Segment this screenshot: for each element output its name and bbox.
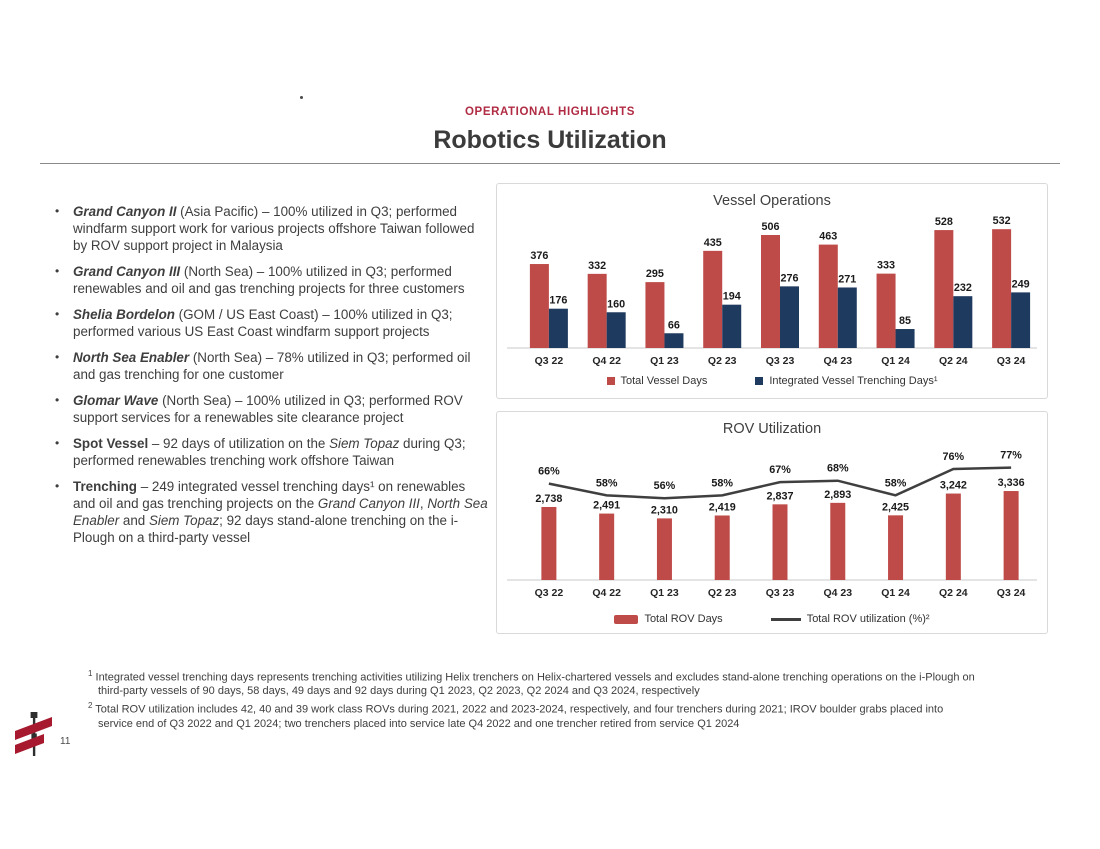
value-label: 435: [703, 236, 722, 249]
category-label: Q4 22: [592, 587, 621, 599]
navy-square-swatch-icon: [755, 377, 763, 385]
value-label: 271: [838, 273, 857, 286]
bar-total-rov-days: [830, 503, 845, 580]
vessel-operations-panel: [496, 183, 1048, 399]
bullet-text: Grand Canyon II: [73, 204, 177, 219]
value-label: 3,336: [997, 477, 1025, 490]
percent-label: 58%: [595, 477, 618, 490]
bar-total-rov-days: [715, 515, 730, 580]
footnote: $^1$ Integrated vessel trenching days represents trenching activities utilizing Helix trenchers on Helix-chartered vessels and excludes stand-alone trenching operations on the i-Plough on third-party vessels of 90 days, 58 days, 49 days and 92 days during Q1 2023, Q2 2023, Q2 2024 and Q3 2024, respectively: [88, 669, 975, 698]
bullet-text: Trenching: [73, 479, 137, 494]
bullet-item: [52, 478, 488, 546]
category-label: Q2 23: [707, 355, 737, 367]
value-label: 506: [761, 220, 780, 233]
value-label: 376: [530, 250, 549, 263]
value-label: 2,738: [535, 492, 563, 505]
bullet-text: North Sea Enabler: [73, 496, 488, 528]
bullet-text: North Sea Enabler: [73, 350, 190, 365]
bullet-text: (Asia Pacific) – 100% utilized in Q3; performed windfarm support work for various projects offshore Taiwan followed by ROV support project in Malaysia: [73, 204, 475, 253]
highlights-list: [52, 203, 488, 555]
bar-total-vessel-days: [934, 230, 953, 348]
category-label: Q2 23: [707, 587, 737, 599]
line-swatch-icon: [771, 618, 801, 621]
stray-mark: [300, 96, 303, 99]
value-label: 232: [953, 282, 972, 295]
bullet-text: (North Sea) – 78% utilized in Q3; performed oil and gas trenching for one customer: [73, 350, 471, 382]
bullet-text: (North Sea) – 100% utilized in Q3; performed renewables and oil and gas trenching projects for three customers: [73, 264, 465, 296]
value-label: 2,419: [708, 501, 736, 514]
value-label: 2,310: [650, 504, 678, 517]
category-label: Q4 22: [592, 355, 621, 367]
bullet-text: Grand Canyon III: [317, 496, 420, 511]
value-label: 2,837: [766, 490, 794, 503]
bullet-item: [52, 306, 488, 340]
percent-label: 58%: [711, 477, 734, 490]
helix-logo: [14, 712, 54, 760]
footnotes: [88, 667, 980, 732]
category-label: Q3 24: [996, 355, 1026, 367]
percent-label: 77%: [1000, 449, 1022, 462]
category-label: Q3 23: [765, 355, 795, 367]
footnote-marker: 1: [88, 669, 93, 678]
value-label: 2,893: [824, 488, 852, 501]
legend-label: Total ROV utilization (%)²: [806, 613, 930, 625]
bullet-text: and: [119, 513, 149, 528]
bullet-text: ,: [419, 496, 428, 511]
bar-total-rov-days: [773, 504, 788, 580]
value-label: 3,242: [939, 479, 967, 492]
bullet-text: – 249 integrated vessel trenching days¹ on renewables and oil and gas trenching projects on the: [73, 479, 466, 511]
vessel-chart-title: Vessel Operations: [713, 193, 831, 209]
vessel-legend: [497, 375, 1047, 387]
bullet-text: Glomar Wave: [73, 393, 159, 408]
category-label: Q1 23: [650, 355, 679, 367]
bar-total-vessel-days: [761, 235, 780, 348]
percent-label: 58%: [884, 477, 907, 490]
bar-total-rov-days: [599, 514, 614, 580]
percent-label: 68%: [826, 462, 849, 475]
bar-integrated-vessel-trenching-days: [780, 286, 799, 348]
legend-item-total-vessel-days: [607, 375, 708, 387]
legend-label: Integrated Vessel Trenching Days¹: [769, 375, 938, 387]
bullet-text: (GOM / US East Coast) – 100% utilized in Q3; performed various US East Coast windfarm support projects: [73, 307, 453, 339]
bullet-text: ; 92 days stand-alone trenching on the i-Plough on a third-party vessel: [73, 513, 459, 545]
percent-label: 56%: [653, 480, 676, 493]
bullet-text: Spot Vessel: [73, 436, 149, 451]
bar-total-rov-days: [657, 518, 672, 580]
bar-integrated-vessel-trenching-days: [549, 309, 568, 348]
bar-total-vessel-days: [645, 282, 664, 348]
bar-integrated-vessel-trenching-days: [1011, 292, 1030, 348]
bullet-text: Shelia Bordelon: [73, 307, 175, 322]
legend-item-rov-utilization: [771, 613, 930, 625]
category-label: Q3 24: [996, 587, 1026, 599]
bullet-text: Siem Topaz: [329, 436, 400, 451]
bullet-item: [52, 263, 488, 297]
percent-label: 67%: [769, 464, 791, 477]
percent-label: 76%: [942, 451, 965, 464]
bar-integrated-vessel-trenching-days: [664, 333, 683, 348]
bar-total-rov-days: [541, 507, 556, 580]
bullet-item: [52, 392, 488, 426]
bar-total-vessel-days: [588, 274, 607, 348]
bar-total-rov-days: [946, 494, 961, 580]
legend-label: Total ROV Days: [644, 613, 723, 625]
legend-item-trenching-days: [755, 375, 937, 387]
bar-integrated-vessel-trenching-days: [953, 296, 972, 348]
category-label: Q1 23: [650, 587, 679, 599]
value-label: 532: [992, 215, 1011, 228]
bar-total-vessel-days: [703, 251, 722, 348]
rov-legend: [497, 613, 1047, 625]
bar-total-rov-days: [888, 515, 903, 580]
category-label: Q3 22: [534, 355, 564, 367]
category-label: Q1 24: [881, 587, 910, 599]
vessel-operations-chart: [497, 212, 1047, 374]
header-divider: [40, 163, 1060, 164]
legend-item-total-rov-days: [614, 613, 722, 625]
bullet-item: [52, 349, 488, 383]
rov-chart-title: ROV Utilization: [722, 421, 822, 437]
category-label: Q3 22: [534, 587, 564, 599]
value-label: 463: [819, 230, 838, 243]
section-eyebrow: OPERATIONAL HIGHLIGHTS: [465, 106, 635, 118]
category-label: Q2 24: [939, 355, 968, 367]
page-number: 11: [60, 736, 71, 747]
bullet-text: Siem Topaz: [148, 513, 220, 528]
value-label: 2,425: [882, 501, 910, 514]
bullet-text: Grand Canyon III: [73, 264, 181, 279]
value-label: 194: [722, 290, 741, 303]
red-bar-swatch-icon: [614, 615, 638, 624]
percent-label: 66%: [538, 465, 560, 478]
bullet-item: [52, 435, 488, 469]
bar-integrated-vessel-trenching-days: [607, 312, 626, 348]
bar-total-rov-days: [1004, 491, 1019, 580]
value-label: 276: [780, 272, 799, 285]
value-label: 249: [1011, 278, 1030, 291]
value-label: 333: [877, 259, 896, 272]
category-label: Q2 24: [939, 587, 968, 599]
bar-total-vessel-days: [819, 245, 838, 348]
bar-integrated-vessel-trenching-days: [722, 305, 741, 348]
value-label: 176: [549, 294, 568, 307]
category-label: Q1 24: [881, 355, 910, 367]
value-label: 295: [645, 268, 664, 281]
page-title: Robotics Utilization: [433, 126, 667, 154]
red-square-swatch-icon: [607, 377, 615, 385]
bar-integrated-vessel-trenching-days: [896, 329, 915, 348]
legend-label: Total Vessel Days: [620, 375, 708, 387]
value-label: 2,491: [593, 499, 621, 512]
bullet-text: (North Sea) – 100% utilized in Q3; performed ROV support services for a renewables site clearance project: [73, 393, 463, 425]
value-label: 160: [607, 298, 626, 311]
value-label: 85: [899, 315, 912, 328]
bullet-text: during Q3; performed renewables trenching work offshore Taiwan: [73, 436, 466, 468]
bullet-item: [52, 203, 488, 254]
bar-total-vessel-days: [992, 229, 1011, 348]
category-label: Q4 23: [823, 587, 853, 599]
footnote-marker: 2: [88, 701, 93, 711]
rov-utilization-chart: [497, 440, 1047, 612]
rov-utilization-panel: [496, 411, 1048, 634]
bar-total-vessel-days: [877, 274, 896, 348]
bar-total-vessel-days: [530, 264, 549, 348]
category-label: Q4 23: [823, 355, 853, 367]
category-label: Q3 23: [765, 587, 795, 599]
value-label: 528: [934, 216, 953, 229]
value-label: 66: [667, 319, 680, 332]
footnote: $^2$ Total ROV utilization includes 42, 40 and 39 work class ROVs during 2021, 2022 and 2023-2024, respectively, and four trenchers during 2021; IROV boulder grabs placed into service end of Q3 2022 and Q1 2024; two trenchers placed into service late Q4 2022 and one trencher retired from service Q1 2024: [88, 701, 944, 730]
bar-integrated-vessel-trenching-days: [838, 287, 857, 348]
bullet-text: – 92 days of utilization on the: [148, 436, 330, 451]
value-label: 332: [588, 259, 607, 272]
